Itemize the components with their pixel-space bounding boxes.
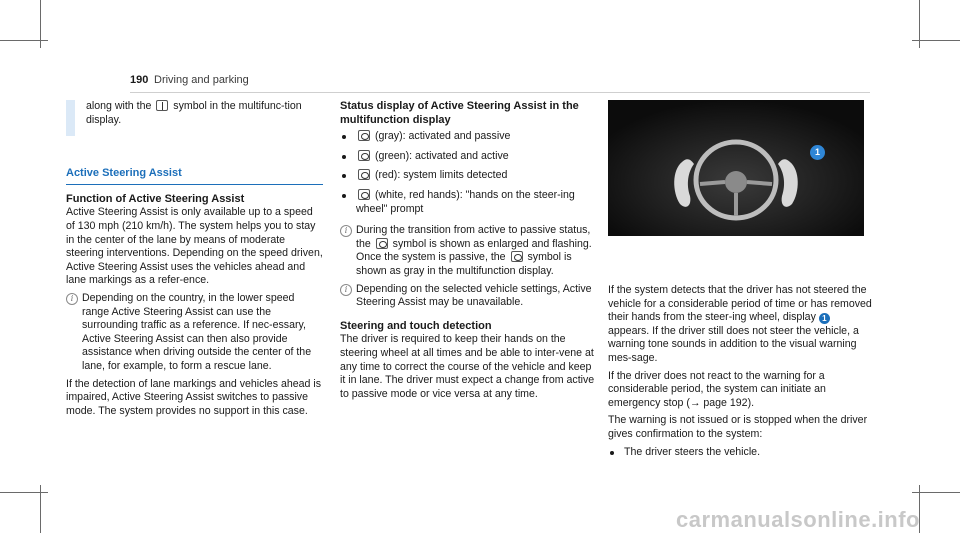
info-text: symbol is shown as gray in the multifunction display. (356, 251, 572, 277)
info-text: symbol is shown as enlarged and flashing. Once the system is passive, the (356, 237, 592, 264)
detection-paragraph: If the detection of lane markings and vehicles ahead is impaired, Active Steering Assist switches to passive mode. The system provides no support in this case. (66, 377, 321, 417)
status-list (340, 130, 598, 216)
page-number: 190 (130, 74, 149, 86)
list-item: The driver steers the vehicle. (608, 446, 872, 460)
list-item (340, 150, 598, 164)
info-text: Depending on the country, in the lower speed range Active Steering Assist can use the surrounding traffic as a reference. If nec-essary, Active Steering Assist can then also provide assistance when driving outside the center of the lane, for example, to form a rescue lane. (82, 291, 312, 372)
note-block (66, 100, 323, 127)
section-title: Active Steering Assist (66, 167, 323, 185)
paragraph-text: If the system detects that the driver has not steered the vehicle for a considerable period of time or has removed their hands from the steer-ing wheel, display (608, 284, 872, 324)
emergency-stop-paragraph: If the driver does not react to the warning for a considerable period, the system can initiate an emergency stop (→ page 192). (608, 369, 826, 409)
callout-badge-inline: 1 (819, 313, 830, 324)
info-text: Depending on the selected vehicle settings, Active Steering Assist may be unavailable. (356, 282, 592, 309)
list-item-text: (green): activated and active (374, 149, 509, 162)
column-middle (340, 100, 598, 405)
info-note (66, 292, 323, 374)
callout-badge: 1 (810, 145, 825, 160)
watermark: carmanualsonline.info (676, 507, 920, 533)
info-icon: i (66, 293, 78, 305)
crop-mark (0, 40, 48, 41)
list-item-text: (red): system limits detected (374, 169, 508, 182)
steering-assist-icon (511, 251, 523, 262)
note-text: along with the (86, 100, 152, 112)
warning-paragraph (608, 284, 872, 366)
confirmation-paragraph: The warning is not issued or is stopped when the driver gives confirmation to the system: (608, 414, 868, 440)
note-text-2: symbol in the multifunc-tion display. (86, 100, 302, 126)
info-icon: i (340, 225, 352, 237)
touch-paragraph: The driver is required to keep their hands on the steering wheel at all times and be able to inter-vene at any time to correct the course of the vehicle and keep it in lane. The driver must expect a change from active to passive mode or vice versa at any time. (340, 333, 595, 400)
function-paragraph: Active Steering Assist is only available up to a speed of 130 mph (210 km/h). The system helps you to stay in the center of the lane by means of moderate steering interventions. Depending on the speed driven, Active Steering Assist uses the vehicles ahead and lane markings as a refer-ence. (66, 206, 323, 287)
list-item-text: (white, red hands): "hands on the steer-ing wheel" prompt (356, 188, 575, 215)
column-left (66, 100, 323, 422)
page-header (130, 72, 870, 93)
crop-mark (912, 40, 960, 41)
cluster-display-image (608, 100, 864, 236)
steering-assist-icon (358, 189, 370, 200)
function-heading: Function of Active Steering Assist (66, 192, 245, 205)
lane-symbol-icon (156, 100, 168, 111)
column-right (608, 100, 872, 467)
info-note (340, 224, 598, 278)
list-item (340, 169, 598, 183)
confirmation-list (608, 446, 872, 460)
crop-mark (0, 492, 48, 493)
page-section: Driving and parking (154, 74, 249, 86)
list-item (340, 189, 598, 216)
crop-mark (912, 492, 960, 493)
list-item-text: (gray): activated and passive (374, 130, 511, 143)
hands-on-wheel-illustration (608, 100, 864, 236)
list-item (340, 130, 598, 144)
paragraph-text: appears. If the driver still does not steer the vehicle, a warning tone sounds in addition to the visual warning mes-sage. (608, 324, 859, 364)
touch-heading: Steering and touch detection (340, 319, 492, 332)
info-text: During the transition from active to passive status, the (356, 224, 591, 250)
steering-assist-icon (358, 130, 370, 141)
status-heading: Status display of Active Steering Assist in the multifunction display (340, 100, 579, 126)
steering-assist-icon (358, 169, 370, 180)
steering-assist-icon (358, 150, 370, 161)
steering-assist-icon (376, 238, 388, 249)
info-icon: i (340, 284, 352, 296)
info-note (340, 283, 598, 310)
